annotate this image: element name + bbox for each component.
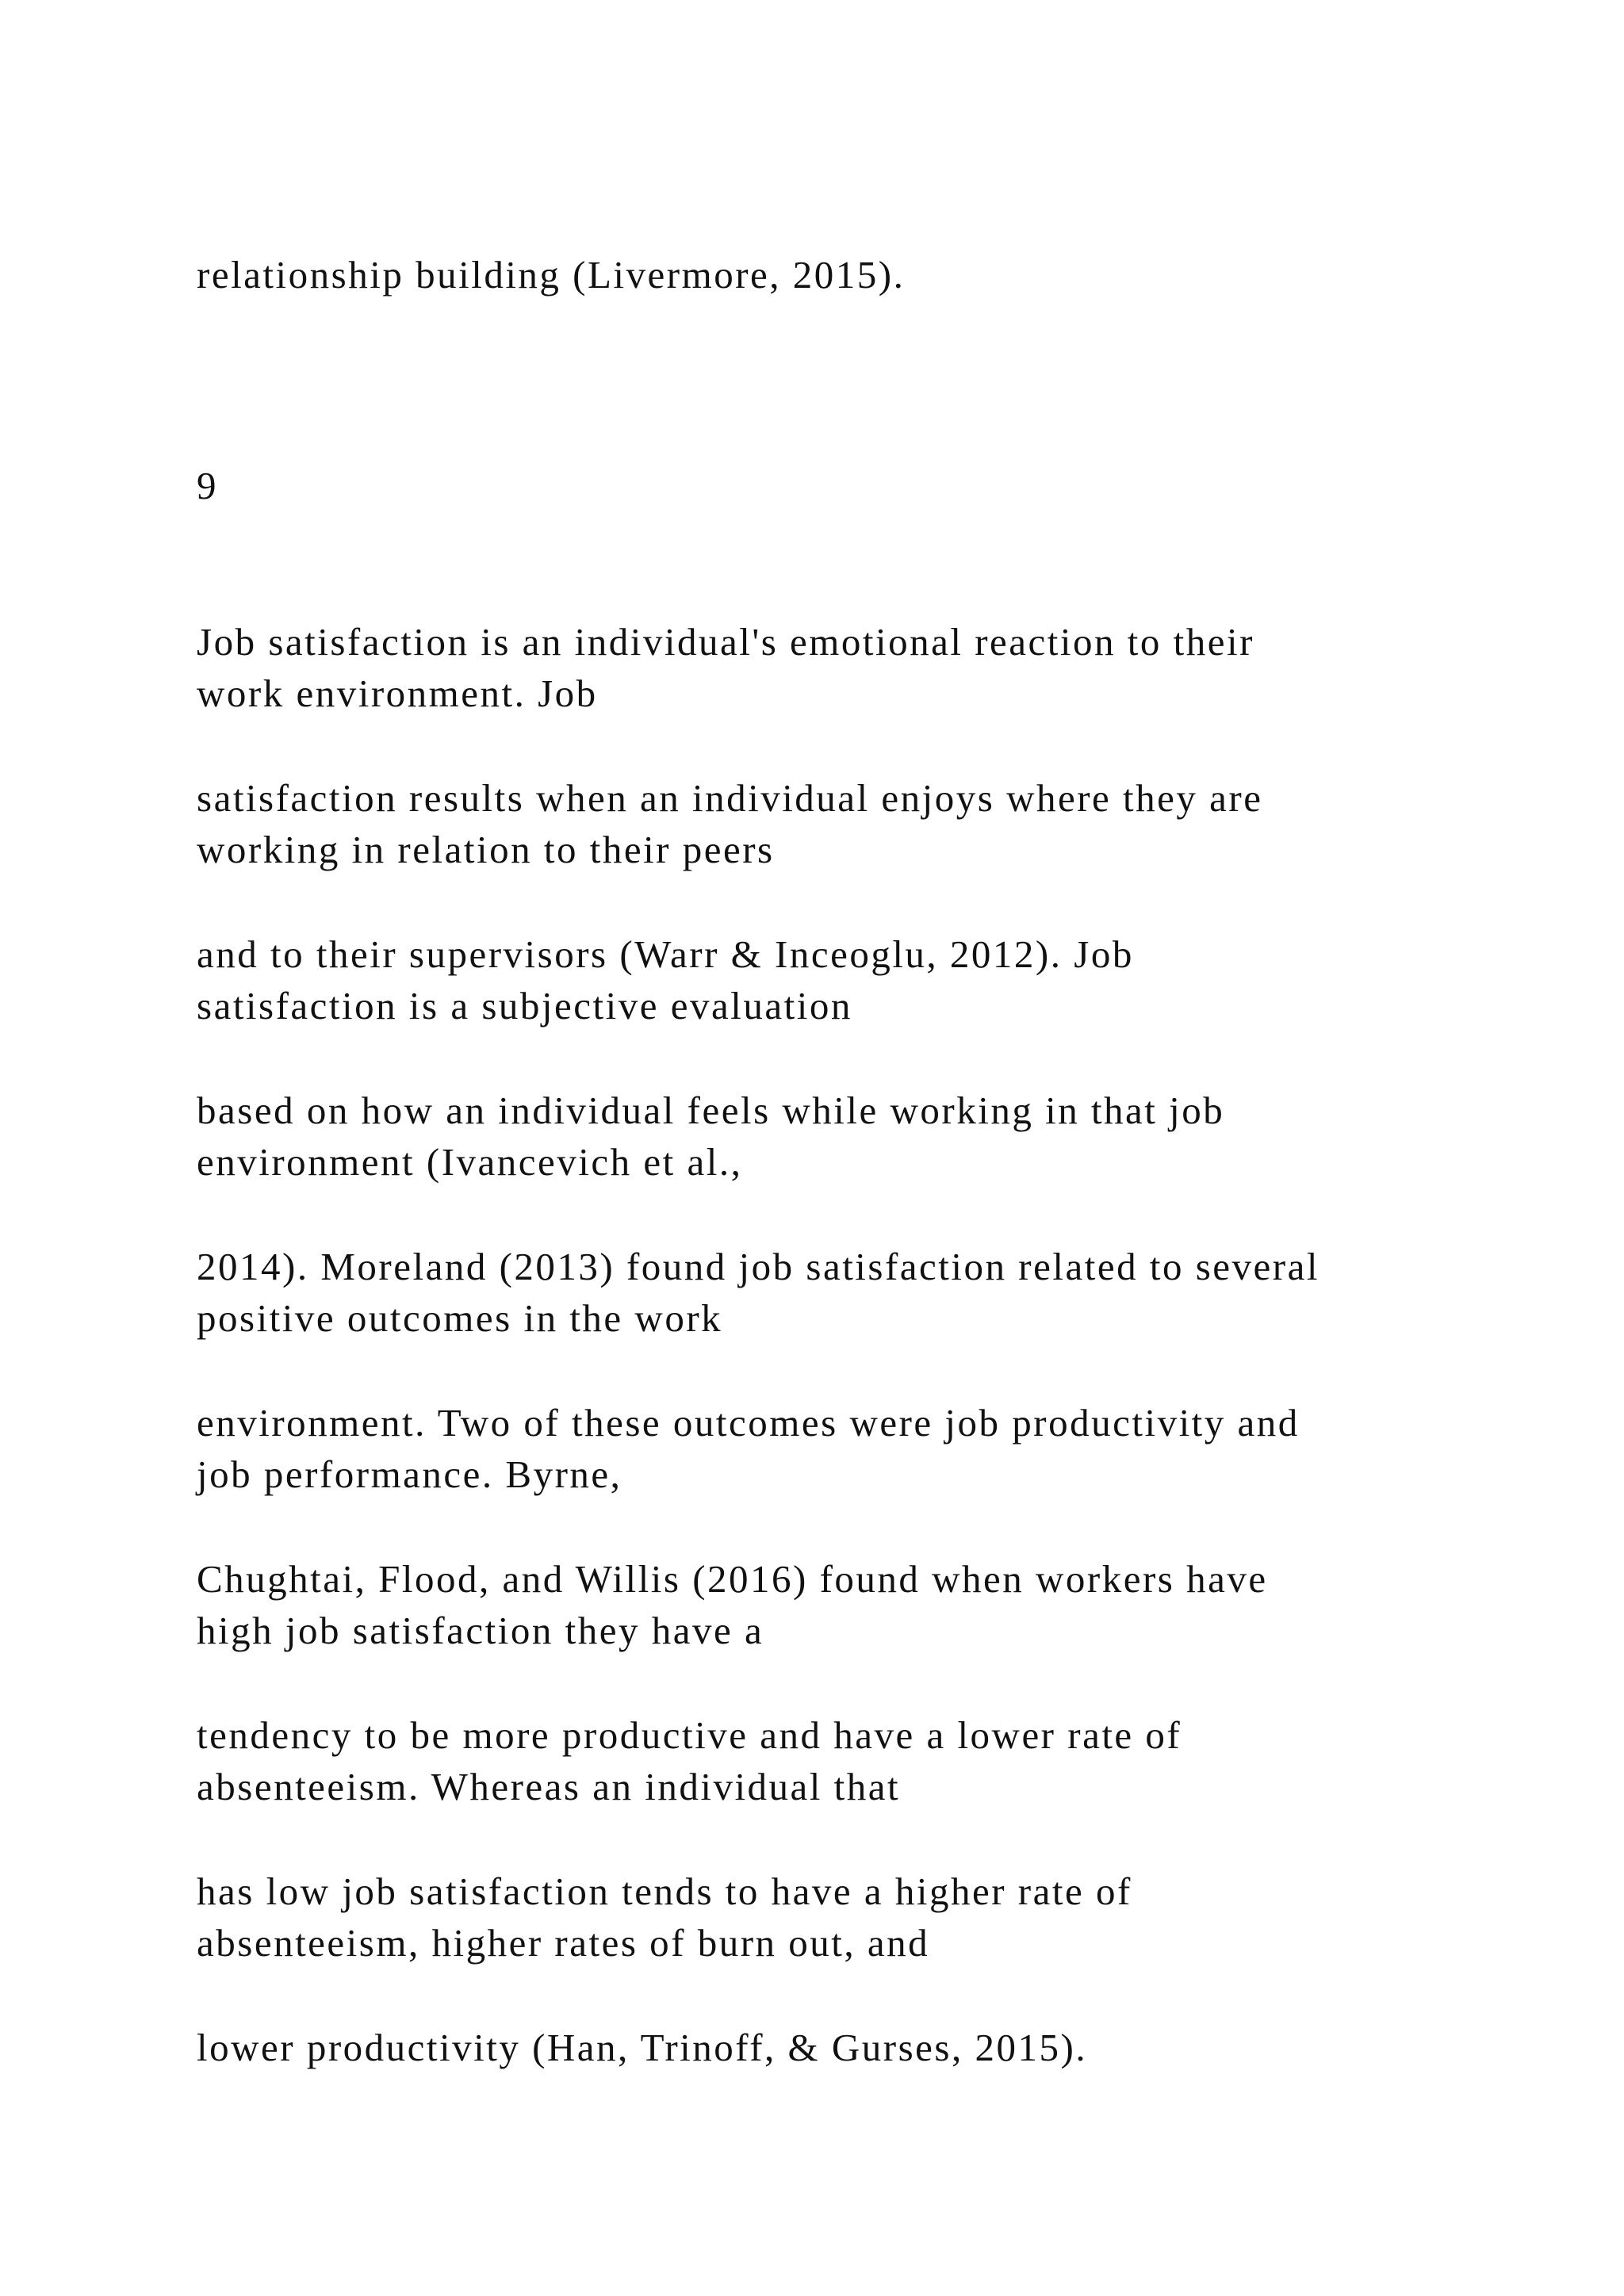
page-number: 9	[197, 464, 218, 507]
text-line: environment (Ivancevich et al.,	[197, 1140, 743, 1184]
text-line: Chughtai, Flood, and Willis (2016) found when workers have	[197, 1557, 1268, 1601]
text-line: and to their supervisors (Warr & Inceoglu, 2012). Job	[197, 932, 1134, 976]
text-line: high job satisfaction they have a	[197, 1609, 764, 1652]
text-line: job performance. Byrne,	[197, 1452, 622, 1496]
text-line: tendency to be more productive and have a lower rate of	[197, 1713, 1182, 1757]
text-line: has low job satisfaction tends to have a higher rate of	[197, 1869, 1132, 1913]
text-line: lower productivity (Han, Trinoff, & Gurses, 2015).	[197, 2026, 1088, 2069]
text-line: positive outcomes in the work	[197, 1296, 723, 1340]
text-line: absenteeism, higher rates of burn out, and	[197, 1921, 930, 1965]
text-line: satisfaction results when an individual enjoys where they are	[197, 776, 1263, 820]
text-line: relationship building (Livermore, 2015).	[197, 253, 906, 297]
text-line: 2014). Moreland (2013) found job satisfaction related to several	[197, 1245, 1320, 1288]
text-line: absenteeism. Whereas an individual that	[197, 1765, 901, 1808]
text-line: based on how an individual feels while working in that job	[197, 1089, 1225, 1132]
text-line: satisfaction is a subjective evaluation	[197, 984, 852, 1027]
text-line: Job satisfaction is an individual's emotional reaction to their	[197, 620, 1254, 664]
text-line: working in relation to their peers	[197, 828, 775, 871]
text-line: environment. Two of these outcomes were job productivity and	[197, 1401, 1300, 1445]
text-line: work environment. Job	[197, 672, 598, 715]
